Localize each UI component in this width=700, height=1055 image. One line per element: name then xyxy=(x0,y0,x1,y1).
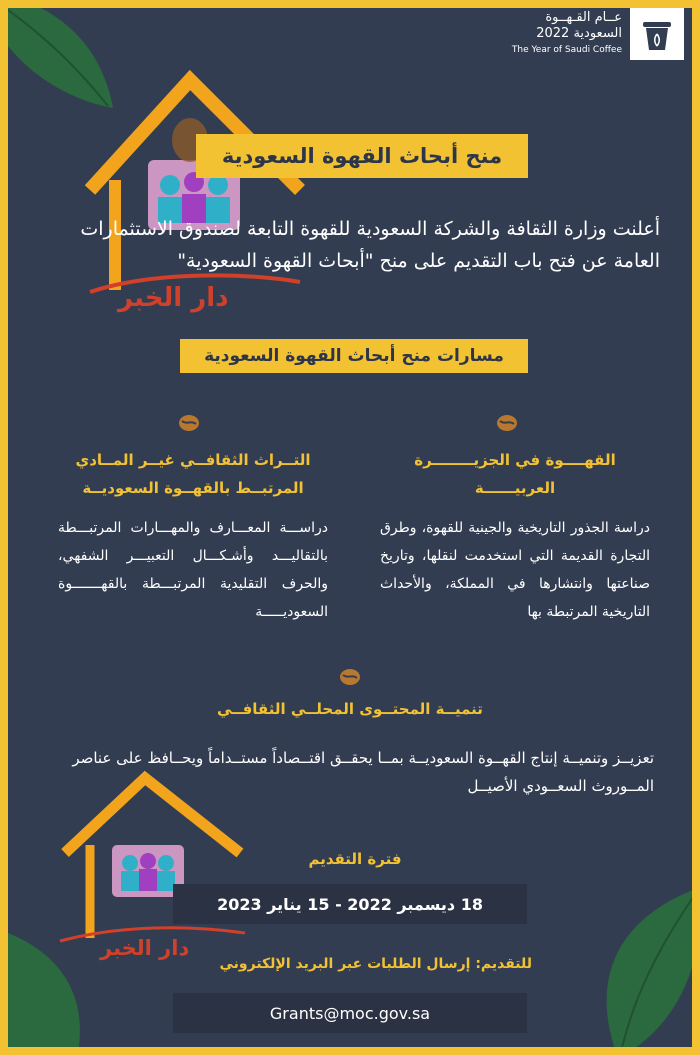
track-description: دراســـة المعـــارف والمهـــارات المرتبـــطة بالتقاليـــد وأشـكـــال التعبيـــر الشفهي، والحرف التقليدية المرتبـــطة بالقهـــــــوة السعوديـــــة xyxy=(58,520,328,620)
coffee-bean-icon xyxy=(496,412,518,434)
track-title: القهــــوة في الجزيــــــــرة العربيــــــة xyxy=(414,451,616,497)
coffee-year-logo xyxy=(512,8,684,60)
track-column-left xyxy=(58,446,328,626)
intro-paragraph: أعلنت وزارة الثقافة والشركة السعودية للقهوة التابعة لصندوق الاستثمارات العامة عن فتح باب التقديم على منح "أبحاث القهوة السعودية" xyxy=(80,218,660,272)
track-description: تعزيــز وتنميــة إنتاج القهــوة السعوديــة بمــا يحقــق اقتــصاداً مستــداماً ويحــافظ على عناصر المــوروث السعــودي الأصيــل xyxy=(72,749,654,795)
logo-line-2: السعودية 2022 xyxy=(536,26,622,41)
application-dates: 18 ديسمبر 2022 - 15 يناير 2023 xyxy=(173,884,527,924)
watermark-text-top: دار الخبر xyxy=(118,283,229,313)
poster xyxy=(8,8,692,1047)
coffee-bean-icon xyxy=(339,666,361,688)
track-column-right xyxy=(380,446,650,626)
application-period-label: فترة التقديم xyxy=(308,850,402,868)
logo-text xyxy=(512,8,622,58)
track-title: تنميــة المحتــوى المحلــي الثقافــي xyxy=(217,700,483,718)
track-description: دراسة الجذور التاريخية والجينية للقهوة، وطرق التجارة القديمة التي استخدمت لنقلها، وتاريخ صناعتها وانتشارها في المملكة، والأحداث التاريخية المرتبطة بها xyxy=(380,520,650,620)
page-title: منح أبحاث القهوة السعودية xyxy=(196,134,528,178)
coffee-cup-icon xyxy=(630,8,684,60)
track-title: التــراث الثقافــي غيــر المــادي المرتبــط بالقهــوة السعوديــة xyxy=(75,451,311,497)
logo-line-1: عــام القـهــوة xyxy=(545,10,622,25)
coffee-bean-icon xyxy=(178,412,200,434)
watermark-text-bottom: دار الخبر xyxy=(100,936,190,960)
logo-line-3: The Year of Saudi Coffee xyxy=(511,45,622,55)
apply-instructions: للتقديم: إرسال الطلبات عبر البريد الإلكتروني xyxy=(219,956,532,972)
leaf-decoration-bottom-right xyxy=(578,888,692,1047)
tracks-heading: مسارات منح أبحاث القهوة السعودية xyxy=(180,339,528,373)
grants-email-link[interactable]: Grants@moc.gov.sa xyxy=(173,993,527,1033)
